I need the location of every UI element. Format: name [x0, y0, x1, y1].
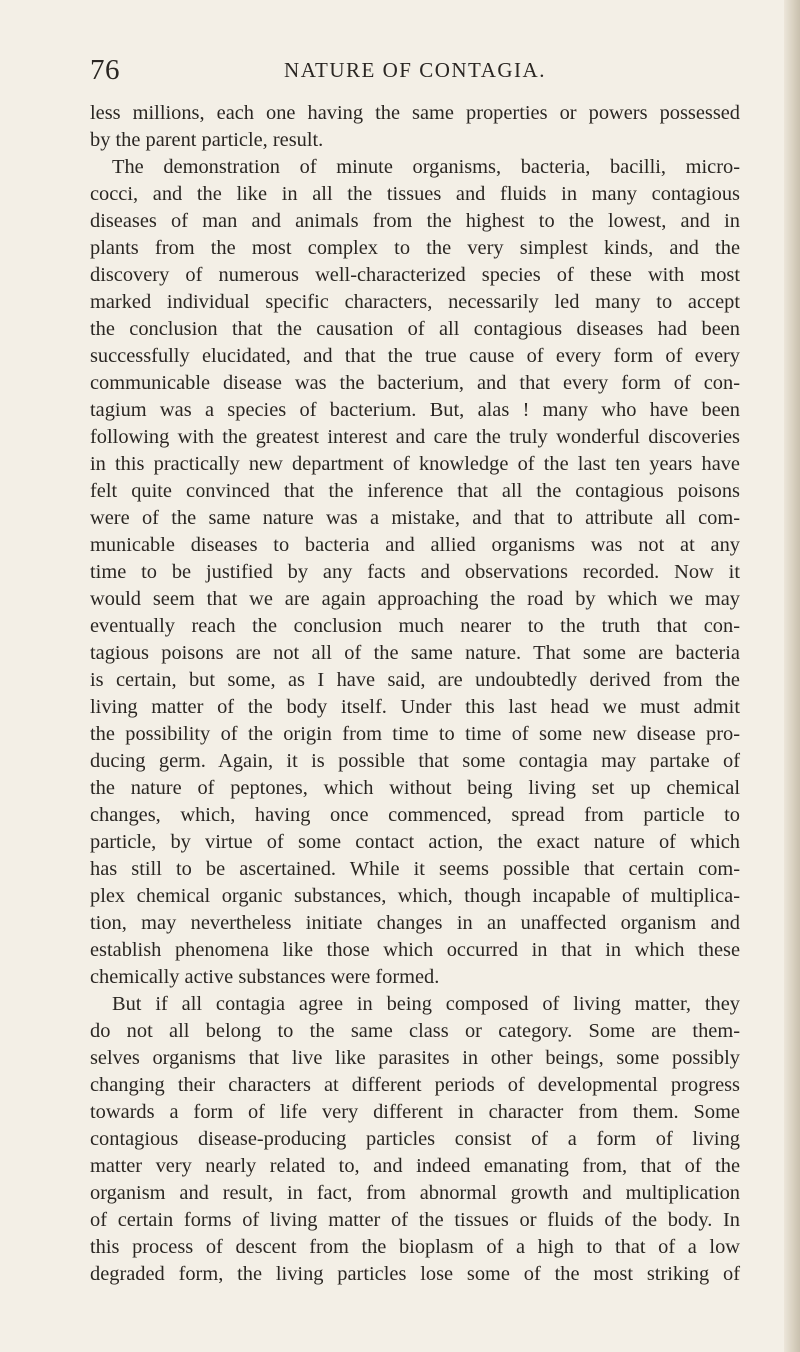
text-line: plants from the most complex to the very simplest kinds, and the	[90, 237, 740, 259]
text-line: diseases of man and animals from the highest to the lowest, and in	[90, 210, 740, 232]
text-line: organism and result, in fact, from abnormal growth and multiplication	[90, 1182, 740, 1204]
text-line: tion, may nevertheless initiate changes in an unaffected organism and	[90, 912, 740, 934]
text-line: this process of descent from the bioplasm of a high to that of a low	[90, 1236, 740, 1258]
text-line: ducing germ. Again, it is possible that some contagia may partake of	[90, 750, 740, 772]
text-line: in this practically new department of knowledge of the last ten years have	[90, 453, 740, 475]
text-line: the possibility of the origin from time to time of some new disease pro-	[90, 723, 740, 745]
paragraph-start-line: The demonstration of minute organisms, bacteria, bacilli, micro-	[112, 156, 740, 178]
text-line: the conclusion that the causation of all contagious diseases had been	[90, 318, 740, 340]
text-line: eventually reach the conclusion much nearer to the truth that con-	[90, 615, 740, 637]
text-line: contagious disease-producing particles consist of a form of living	[90, 1128, 740, 1150]
text-line: municable diseases to bacteria and allied organisms was not at any	[90, 534, 740, 556]
page-number: 76	[90, 54, 120, 86]
body-text	[90, 100, 740, 1288]
text-line: towards a form of life very different in character from them. Some	[90, 1101, 740, 1123]
text-line: felt quite convinced that the inference that all the contagious poisons	[90, 480, 740, 502]
text-line: plex chemical organic substances, which, though incapable of multiplica-	[90, 885, 740, 907]
text-line: following with the greatest interest and care the truly wonderful discoveries	[90, 426, 740, 448]
text-line: of certain forms of living matter of the tissues or fluids of the body. In	[90, 1209, 740, 1231]
text-line: less millions, each one having the same properties or powers possessed	[90, 102, 740, 124]
running-title: NATURE OF CONTAGIA.	[284, 58, 546, 82]
text-line: chemically active substances were formed.	[90, 966, 440, 988]
text-line: successfully elucidated, and that the true cause of every form of every	[90, 345, 740, 367]
text-line: matter very nearly related to, and indeed emanating from, that of the	[90, 1155, 740, 1177]
paragraph-start-line: But if all contagia agree in being composed of living matter, they	[112, 993, 740, 1015]
text-line: do not all belong to the same class or category. Some are them-	[90, 1020, 740, 1042]
text-line: degraded form, the living particles lose some of the most striking of	[90, 1263, 740, 1285]
text-line: is certain, but some, as I have said, are undoubtedly derived from the	[90, 669, 740, 691]
text-line: marked individual specific characters, necessarily led many to accept	[90, 291, 740, 313]
text-line: changing their characters at different periods of developmental progress	[90, 1074, 740, 1096]
text-line: cocci, and the like in all the tissues and fluids in many contagious	[90, 183, 740, 205]
text-line: particle, by virtue of some contact action, the exact nature of which	[90, 831, 740, 853]
text-line: communicable disease was the bacterium, and that every form of con-	[90, 372, 740, 394]
text-line: would seem that we are again approaching the road by which we may	[90, 588, 740, 610]
page-edge-shadow	[784, 0, 800, 1352]
text-line: by the parent particle, result.	[90, 129, 324, 151]
text-line: discovery of numerous well-characterized species of these with most	[90, 264, 740, 286]
text-line: tagious poisons are not all of the same nature. That some are bacteria	[90, 642, 740, 664]
text-line: were of the same nature was a mistake, and that to attribute all com-	[90, 507, 740, 529]
text-line: living matter of the body itself. Under this last head we must admit	[90, 696, 740, 718]
text-line: tagium was a species of bacterium. But, alas ! many who have been	[90, 399, 740, 421]
text-line: has still to be ascertained. While it seems possible that certain com-	[90, 858, 740, 880]
text-line: changes, which, having once commenced, spread from particle to	[90, 804, 740, 826]
text-line: time to be justified by any facts and observations recorded. Now it	[90, 561, 740, 583]
page-header	[90, 50, 740, 90]
text-line: establish phenomena like those which occurred in that in which these	[90, 939, 740, 961]
text-line: the nature of peptones, which without being living set up chemical	[90, 777, 740, 799]
text-line: selves organisms that live like parasites in other beings, some possibly	[90, 1047, 740, 1069]
